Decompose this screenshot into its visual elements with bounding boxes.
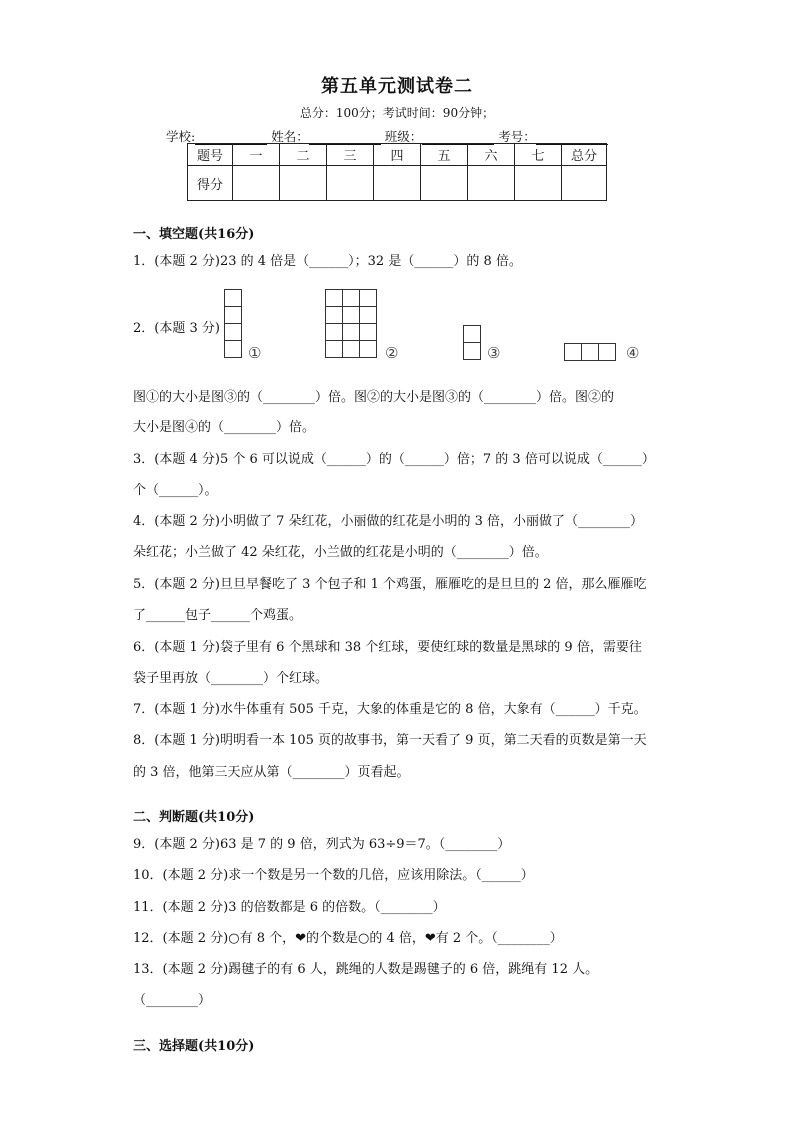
page-title: 第五单元测试卷二 <box>321 76 473 97</box>
figure-1-label: ① <box>248 344 262 362</box>
score-header-cell: 二 <box>280 144 327 166</box>
question-3-line-2: 个（______）。 <box>133 483 218 498</box>
score-cell[interactable] <box>421 166 468 201</box>
figure-4-label: ④ <box>626 344 640 362</box>
score-header-cell: 三 <box>327 144 374 166</box>
score-cell[interactable] <box>468 166 515 201</box>
section-3-heading: 三、选择题(共10分) <box>133 1039 255 1054</box>
exam-subtitle: 总分：100分；考试时间：90分钟； <box>299 106 495 120</box>
score-cell[interactable] <box>562 166 607 201</box>
question-12: 12．(本题 2 分)○有 8 个，❤的个数是○的 4 倍，❤有 2 个。（________） <box>133 931 563 946</box>
score-header-cell: 七 <box>515 144 562 166</box>
question-1: 1．(本题 2 分)23 的 4 倍是（______）；32 是（______）的 8 倍。 <box>133 254 522 269</box>
school-label: 学校: <box>166 129 196 144</box>
question-4-line-2: 朵红花；小兰做了 42 朵红花，小兰做的红花是小明的（________）倍。 <box>133 545 548 560</box>
question-6-line-1: 6．(本题 1 分)袋子里有 6 个黑球和 38 个红球，要使红球的数量是黑球的 9 倍，需要往 <box>133 640 642 655</box>
figure-4-grid <box>564 343 616 361</box>
question-2-line-2: 大小是图④的（________）倍。 <box>133 420 316 435</box>
question-11: 11．(本题 2 分)3 的倍数都是 6 的倍数。（________） <box>133 900 446 915</box>
question-3-line-1: 3．(本题 4 分)5 个 6 可以说成（______）的（______）倍；7 的 3 倍可以说成（______） <box>133 452 655 467</box>
score-cell[interactable] <box>327 166 374 201</box>
score-cell[interactable] <box>515 166 562 201</box>
number-label: 考号： <box>498 129 536 144</box>
figure-3-grid <box>463 325 481 360</box>
score-cell[interactable] <box>374 166 421 201</box>
question-5-line-2: 了______包子______个鸡蛋。 <box>133 608 303 623</box>
question-9: 9．(本题 2 分)63 是 7 的 9 倍，列式为 63÷9＝7。（________） <box>133 837 511 852</box>
score-table-header-row <box>188 144 607 166</box>
figure-2-label: ② <box>385 344 399 362</box>
question-7: 7．(本题 1 分)水牛体重有 505 千克，大象的体重是它的 8 倍，大象有（______）千克。 <box>133 702 647 717</box>
figure-3-label: ③ <box>487 344 501 362</box>
score-header-cell: 六 <box>468 144 515 166</box>
score-row-label: 得分 <box>188 166 233 201</box>
score-header-cell: 一 <box>233 144 280 166</box>
section-2-heading: 二、判断题(共10分) <box>133 810 255 825</box>
score-header-cell: 题号 <box>188 144 233 166</box>
question-6-line-2: 袋子里再放（________）个红球。 <box>133 671 329 686</box>
question-10: 10．(本题 2 分)求一个数是另一个数的几倍，应该用除法。（______） <box>133 868 534 883</box>
question-13-line-1: 13．(本题 2 分)踢毽子的有 6 人，跳绳的人数是踢毽子的 6 倍，跳绳有 12 人。 <box>133 962 599 977</box>
score-cell[interactable] <box>280 166 327 201</box>
score-table <box>187 143 607 201</box>
question-8-line-2: 的 3 倍，他第三天应从第（________）页看起。 <box>133 765 410 780</box>
question-4-line-1: 4．(本题 2 分)小明做了 7 朵红花，小丽做的红花是小明的 3 倍，小丽做了（________） <box>133 514 644 529</box>
question-13-line-2: （________） <box>133 993 212 1008</box>
score-table-score-row <box>188 166 607 201</box>
question-5-line-1: 5．(本题 2 分)旦旦早餐吃了 3 个包子和 1 个鸡蛋，雁雁吃的是旦旦的 2 倍，那么雁雁吃 <box>133 577 647 592</box>
question-8-line-1: 8．(本题 1 分)明明看一本 105 页的故事书，第一天看了 9 页，第二天看的页数是第一天 <box>133 733 647 748</box>
figure-2-grid <box>325 289 377 358</box>
score-cell[interactable] <box>233 166 280 201</box>
class-label: 班级： <box>384 129 423 144</box>
question-2-line-1: 图①的大小是图③的（________）倍。图②的大小是图③的（________）倍。图②的 <box>133 390 615 405</box>
figure-1-grid <box>224 289 242 358</box>
section-1-heading: 一、填空题(共16分) <box>133 227 255 242</box>
name-label: 姓名： <box>271 129 309 144</box>
score-header-cell: 总分 <box>562 144 607 166</box>
question-2-label: 2．(本题 3 分) <box>133 321 220 336</box>
score-header-cell: 五 <box>421 144 468 166</box>
score-header-cell: 四 <box>374 144 421 166</box>
